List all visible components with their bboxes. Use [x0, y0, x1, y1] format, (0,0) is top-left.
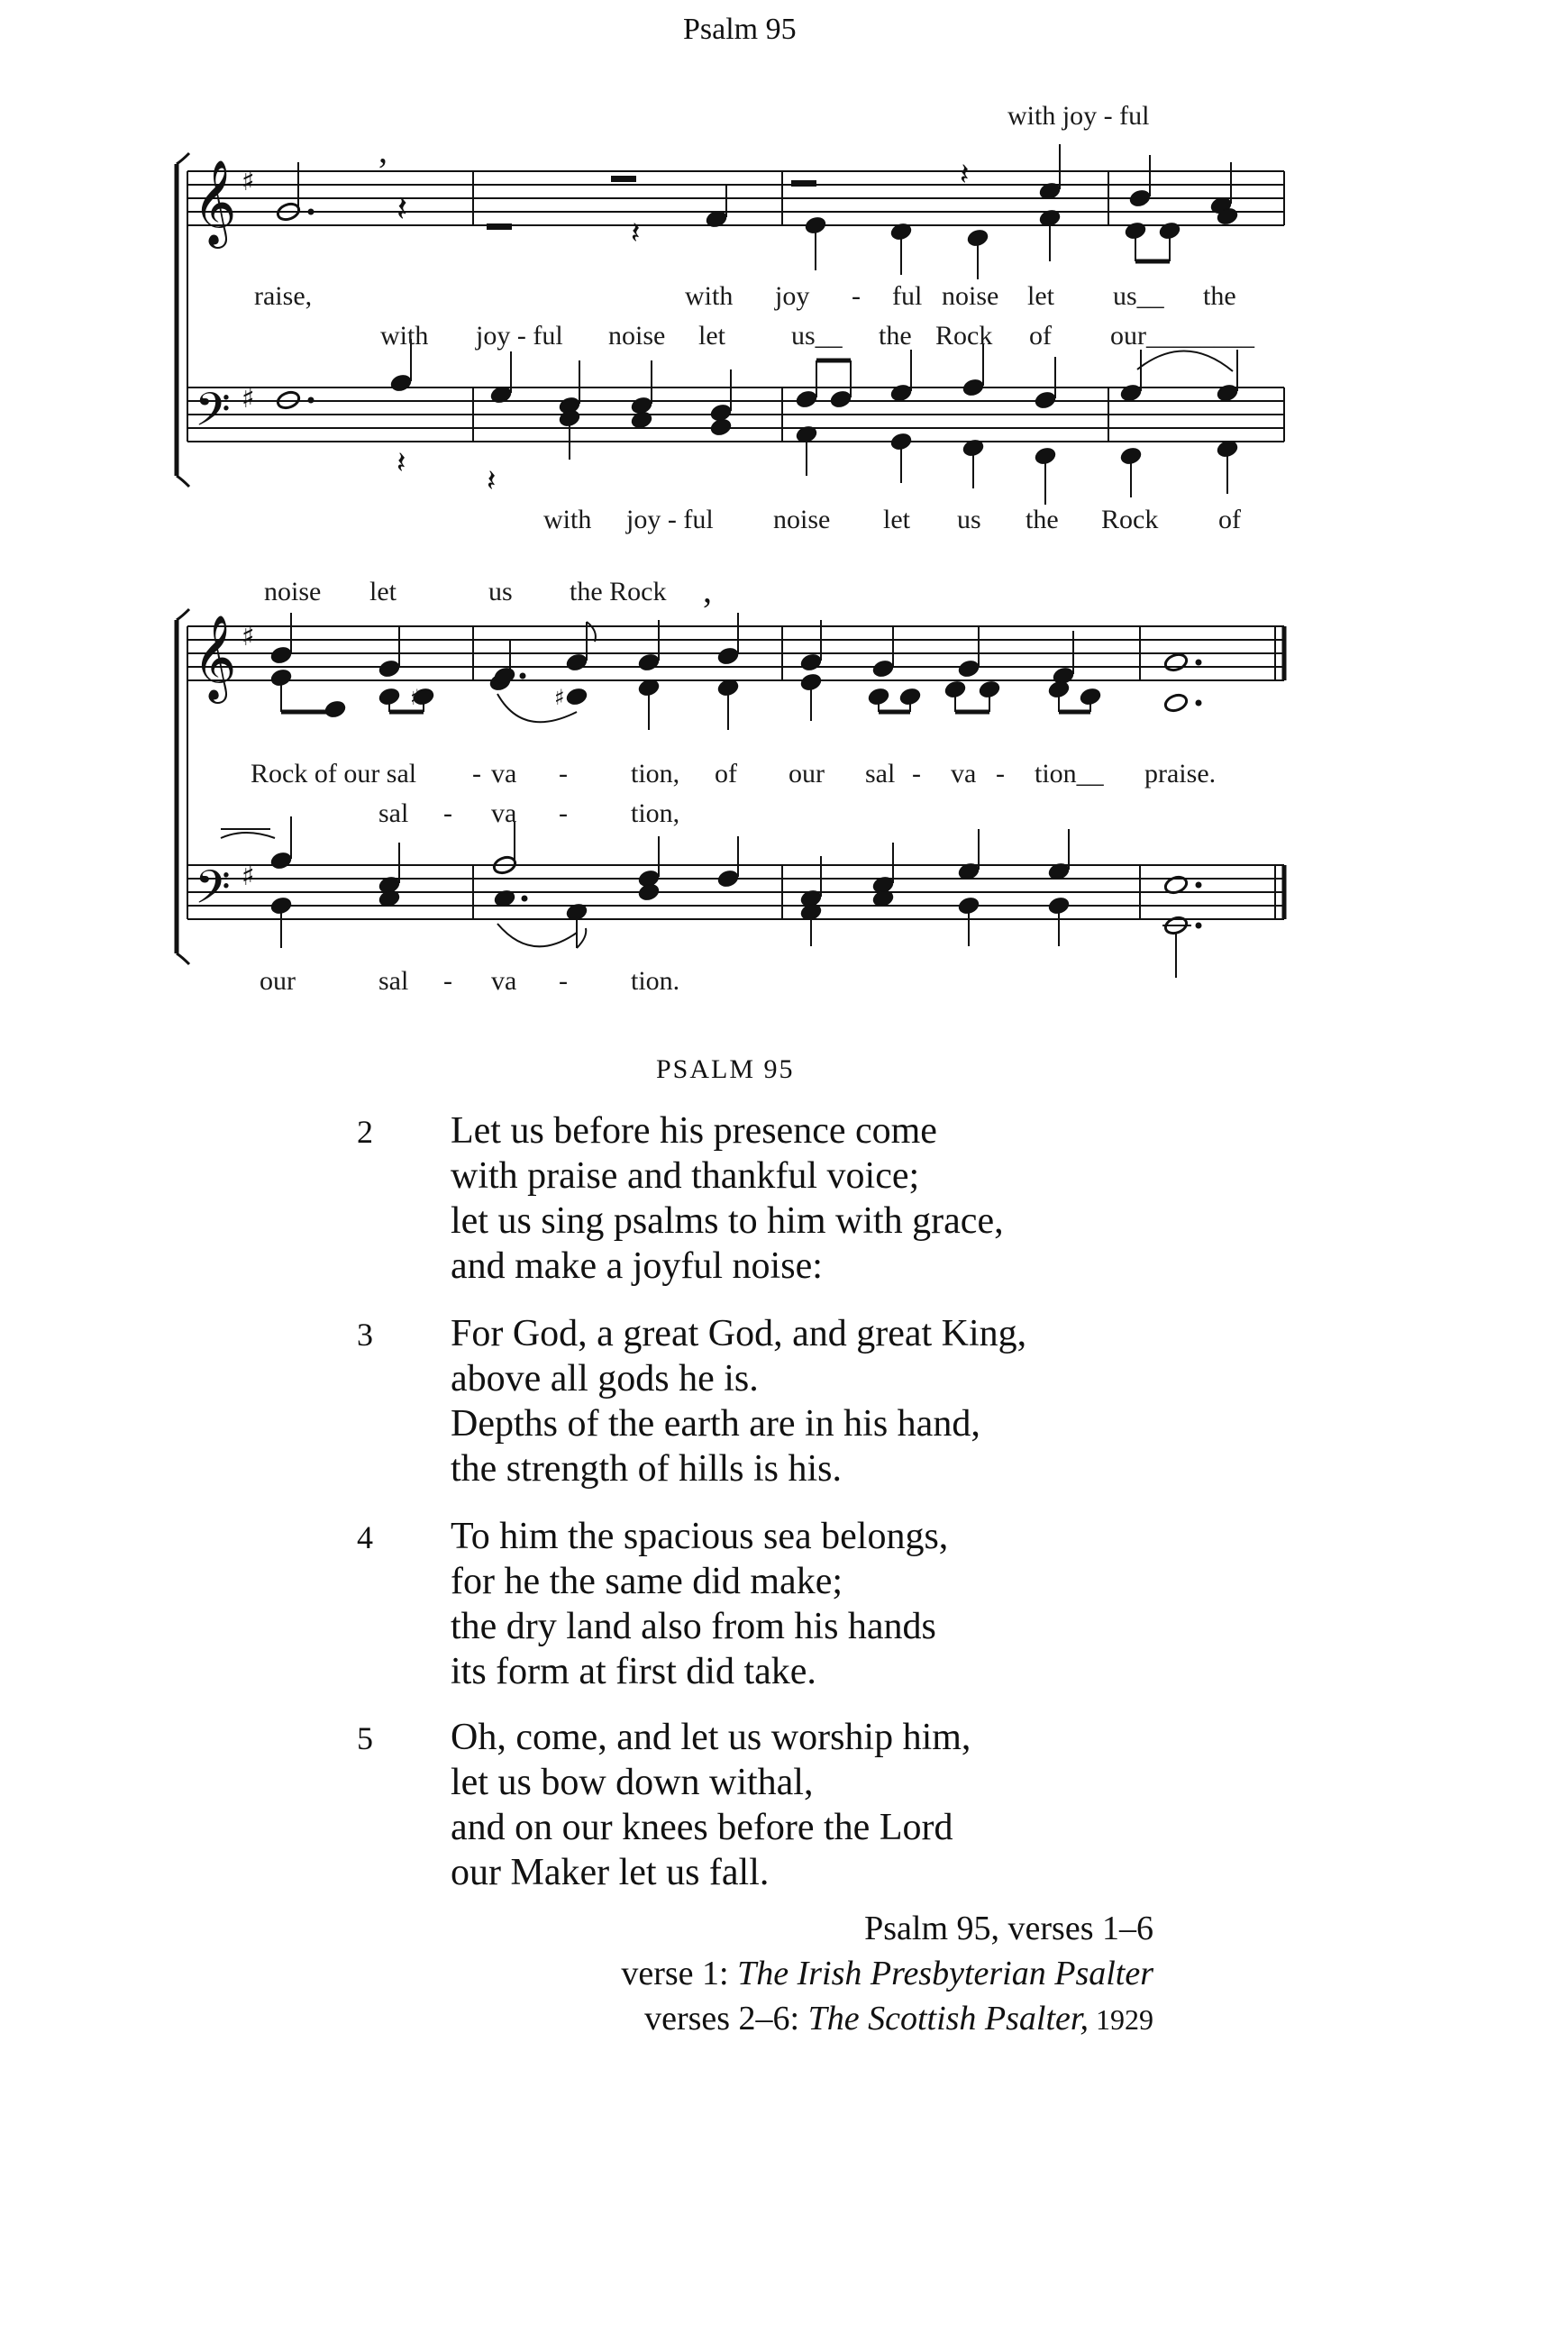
lyric-syllable: sal — [865, 759, 896, 789]
verse-line: and make a joyful noise: — [451, 1245, 823, 1287]
running-head: Psalm 95 — [683, 13, 797, 46]
verse-line: let us bow down withal, — [451, 1762, 814, 1803]
svg-text:♯: ♯ — [242, 383, 255, 415]
lyric-syllable: tion__ — [1035, 759, 1104, 789]
lyric-syllable: sal — [378, 966, 409, 996]
lyric-syllable: of — [1029, 321, 1052, 351]
svg-text:𝄽: 𝄽 — [487, 463, 497, 499]
svg-text:𝄞: 𝄞 — [193, 615, 237, 700]
credit-prefix: verses 2–6: — [644, 2000, 808, 2038]
lyric-syllable: of — [1218, 505, 1241, 534]
svg-text:,: , — [378, 130, 387, 170]
svg-text:,: , — [703, 570, 712, 610]
lyric-syllable: us__ — [791, 321, 843, 351]
svg-text:♯: ♯ — [242, 166, 255, 197]
lyric-syllable: let — [369, 577, 397, 606]
lyric-syllable: joy - ful — [626, 505, 714, 534]
verse-line: Let us before his presence come — [451, 1110, 937, 1152]
lyric-syllable: joy - ful — [476, 321, 563, 351]
verse-number: 5 — [357, 1720, 373, 1756]
svg-text:♯: ♯ — [410, 685, 421, 710]
lyric-syllable: - — [559, 798, 568, 828]
lyric-syllable: us — [488, 577, 513, 606]
lyrics-above-1: with joy - ful — [1007, 101, 1150, 131]
verse-number: 3 — [357, 1317, 373, 1353]
lyric-syllable: the — [1203, 281, 1236, 311]
svg-text:𝄽: 𝄽 — [960, 157, 970, 193]
verse-line: Depths of the earth are in his hand, — [451, 1403, 980, 1445]
verse-line: the strength of hills is his. — [451, 1448, 842, 1490]
lyric-syllable: joy — [775, 281, 810, 311]
lyric-syllable: with — [380, 321, 429, 351]
lyric-syllable: - — [559, 759, 568, 789]
lyric-syllable: the — [1026, 505, 1059, 534]
lyric-syllable: our — [789, 759, 825, 789]
lyric-syllable: va — [491, 966, 517, 996]
lyric-syllable: let — [698, 321, 725, 351]
lyric-syllable: noise — [942, 281, 999, 311]
lyric-syllable: - — [559, 966, 568, 996]
lyric-syllable: tion. — [631, 966, 680, 996]
bass-staff-1 — [187, 387, 1284, 442]
lyric-syllable: let — [883, 505, 910, 534]
lyric-syllable: noise — [608, 321, 666, 351]
lyric-syllable: our — [260, 966, 296, 996]
credit-title: The Scottish Psalter, — [807, 2000, 1089, 2038]
lyric-syllable: - — [443, 798, 452, 828]
lyric-syllable: with — [543, 505, 592, 534]
svg-text:𝄽: 𝄽 — [631, 215, 641, 251]
credit-verses2-6 — [644, 1999, 1153, 2038]
verse-line: our Maker let us fall. — [451, 1852, 770, 1893]
lyric-syllable: praise. — [1144, 759, 1217, 789]
svg-text:𝄽: 𝄽 — [397, 188, 408, 230]
treble-staff-1 — [187, 171, 1284, 225]
verse-line: and on our knees before the Lord — [451, 1807, 953, 1848]
lyric-syllable: raise, — [254, 281, 313, 311]
svg-text:♯: ♯ — [242, 861, 255, 892]
lyric-syllable: us — [957, 505, 981, 534]
lyric-syllable: va — [951, 759, 977, 789]
lyric-syllable: Rock — [1101, 505, 1159, 534]
lyric-syllable: our________ — [1110, 321, 1254, 351]
lyric-syllable: tion, — [631, 798, 680, 828]
credit-year: 1929 — [1089, 2003, 1153, 2036]
verse-line: let us sing psalms to him with grace, — [451, 1200, 1004, 1242]
credit-prefix: verse 1: — [621, 1955, 738, 1992]
lyric-syllable: - — [912, 759, 921, 789]
credit-verse1 — [621, 1954, 1153, 1993]
lyric-syllable: - — [472, 759, 481, 789]
svg-text:♯: ♯ — [242, 621, 255, 652]
lyric-syllable: sal — [378, 798, 409, 828]
verse-line: with praise and thankful voice; — [451, 1155, 920, 1197]
verse-line: its form at first did take. — [451, 1651, 816, 1692]
verse-line: For God, a great God, and great King, — [451, 1313, 1027, 1354]
lyric-syllable: us__ — [1113, 281, 1164, 311]
lyric-syllable: ful — [892, 281, 923, 311]
verse-line: for he the same did make; — [451, 1561, 843, 1602]
lyric-syllable: va — [491, 759, 517, 789]
verse-line: the dry land also from his hands — [451, 1606, 936, 1647]
lyric-syllable: Rock — [935, 321, 993, 351]
lyric-syllable: of — [715, 759, 737, 789]
lyric-syllable: - — [996, 759, 1005, 789]
lyric-syllable: Rock of our sal — [251, 759, 417, 789]
svg-text:𝄽: 𝄽 — [397, 445, 406, 481]
svg-text:𝄢: 𝄢 — [195, 860, 231, 925]
lyric-syllable: va — [491, 798, 517, 828]
psalm-title: PSALM 95 — [656, 1054, 795, 1084]
lyric-syllable: tion, — [631, 759, 680, 789]
verse-number: 2 — [357, 1114, 373, 1150]
verse-line: To him the spacious sea belongs, — [451, 1516, 949, 1557]
credit-title: The Irish Presbyterian Psalter — [737, 1955, 1153, 1992]
lyric-syllable: let — [1027, 281, 1054, 311]
verse-line: Oh, come, and let us worship him, — [451, 1717, 971, 1758]
svg-text:𝄞: 𝄞 — [193, 160, 237, 245]
verse-line: above all gods he is. — [451, 1358, 759, 1399]
lyric-syllable: the — [879, 321, 912, 351]
svg-text:♯: ♯ — [554, 685, 565, 710]
lyric-syllable: - — [443, 966, 452, 996]
lyric-syllable: with — [685, 281, 734, 311]
lyric-syllable: the Rock — [570, 577, 667, 606]
lyric-syllable: noise — [264, 577, 322, 606]
lyric-syllable: noise — [773, 505, 831, 534]
verse-number: 4 — [357, 1519, 373, 1555]
credit-source: Psalm 95, verses 1–6 — [864, 1910, 1153, 1947]
lyric-syllable: - — [852, 281, 861, 311]
svg-text:𝄢: 𝄢 — [195, 382, 231, 448]
